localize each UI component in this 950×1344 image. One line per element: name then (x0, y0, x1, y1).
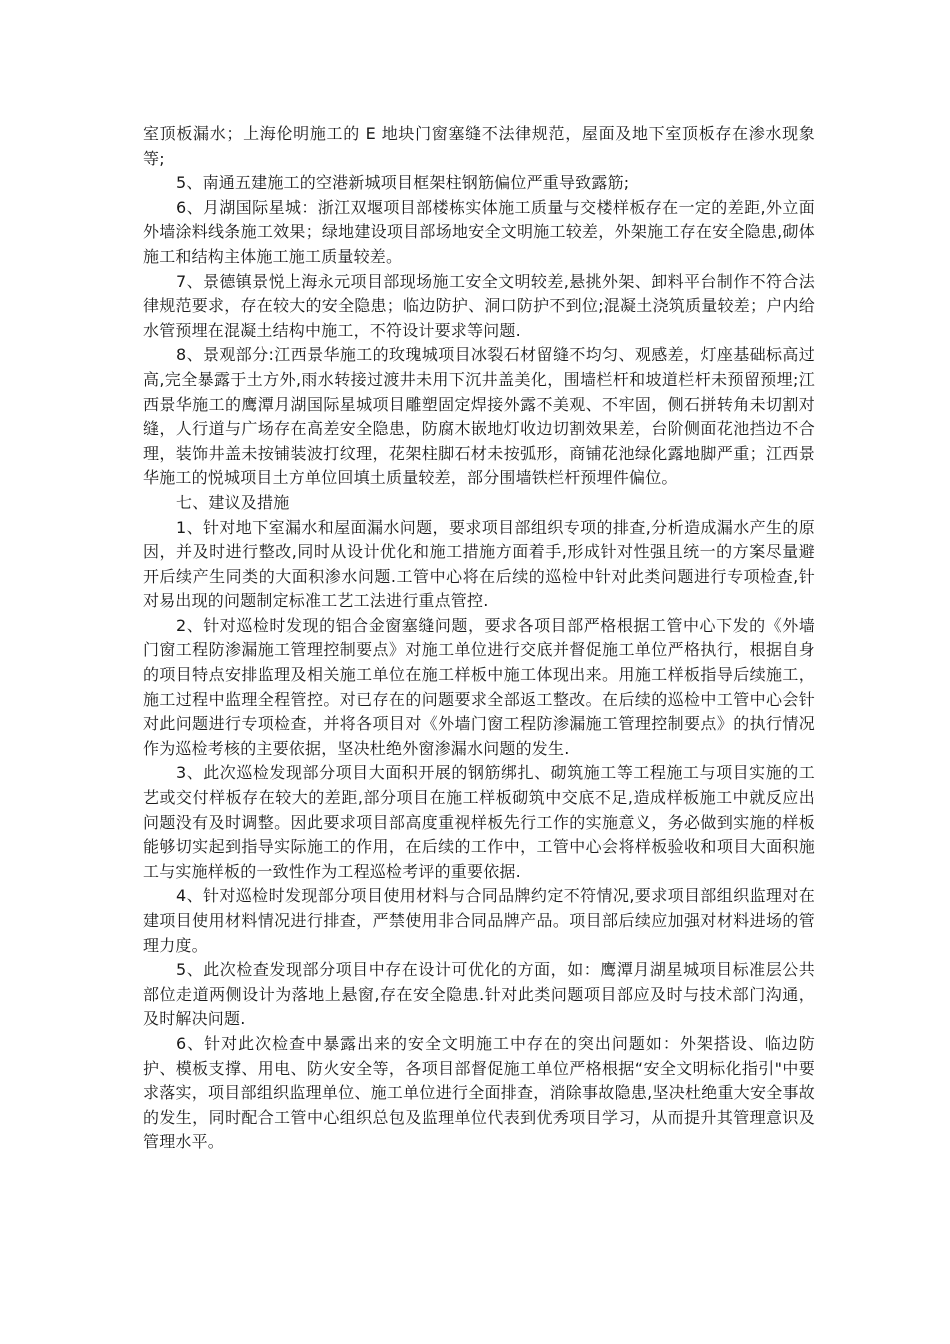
section-heading-suggestions: 七、建议及措施 (176, 492, 290, 512)
paragraph-item-7-jingdezhen: 7、景德镇景悦上海永元项目部现场施工安全文明较差,悬挑外架、卸料平台制作不符合法律规范要求，存在较大的安全隐患；临边防护、洞口防护不到位;混凝土浇筑质量较差；户内给水管预埋在混凝土结构中施工，不符设计要求等问题. (143, 271, 815, 340)
paragraph-suggestion-2: 2、针对巡检时发现的铝合金窗塞缝问题，要求各项目部严格根据工管中心下发的《外墙门窗工程防渗漏施工管理控制要点》对施工单位进行交底并督促施工单位严格执行，根据自身的项目特点安排监理及相关施工单位在施工样板中施工体现出来。用施工样板指导后续施工，施工过程中监理全程管控。对已存在的问题要求全部返工整改。在后续的巡检中工管中心会针对此问题进行专项检查，并将各项目对《外墙门窗工程防渗漏施工管理控制要点》的执行情况作为巡检考核的主要依据，坚决杜绝外窗渗漏水问题的发生. (143, 615, 815, 758)
paragraph-item-8-landscape: 8、景观部分:江西景华施工的玫瑰城项目冰裂石材留缝不均匀、观感差，灯座基础标高过高,完全暴露于土方外,雨水转接过渡井未用下沉井盖美化，围墙栏杆和坡道栏杆未预留预埋;江西景华施工的鹰潭月湖国际星城项目雕塑固定焊接外露不美观、不牢固，侧石拼转角未切割对缝，人行道与广场存在高差安全隐患，防腐木嵌地灯收边切割效果差，台阶侧面花池挡边不合理，装饰井盖未按铺装波打纹理，花架柱脚石材未按弧形，商铺花池绿化露地脚严重；江西景华施工的悦城项目土方单位回填土质量较差，部分围墙铁栏杆预埋件偏位。 (143, 345, 815, 488)
document-body (143, 122, 815, 1155)
paragraph-suggestion-3: 3、此次巡检发现部分项目大面积开展的钢筋绑扎、砌筑施工等工程施工与项目实施的工艺或交付样板存在较大的差距,部分项目在施工样板砌筑中交底不足,造成样板施工中就反应出问题没有及时调整。因此要求项目部高度重视样板先行工作的实施意义，务必做到实施的样板能够切实起到指导实际施工的作用，在后续的工作中，工管中心会将样板验收和项目大面积施工与实施样板的一致性作为工程巡检考评的重要依据. (143, 763, 815, 881)
paragraph-item-6-yuehu: 6、月湖国际星城：浙江双堰项目部楼栋实体施工质量与交楼样板存在一定的差距,外立面外墙涂料线条施工效果；绿地建设项目部场地安全文明施工较差，外架施工存在安全隐患,砌体施工和结构主体施工施工质量较差。 (143, 197, 815, 266)
paragraph-suggestion-4: 4、针对巡检时发现部分项目使用材料与合同品牌约定不符情况,要求项目部组织监理对在建项目使用材料情况进行排查，严禁使用非合同品牌产品。项目部后续应加强对材料进场的管理力度。 (143, 886, 815, 955)
paragraph-suggestion-5: 5、此次检查发现部分项目中存在设计可优化的方面，如：鹰潭月湖星城项目标准层公共部位走道两侧设计为落地上悬窗,存在安全隐患.针对此类问题项目部应及时与技术部门沟通，及时解决问题. (143, 960, 815, 1029)
paragraph-continuation: 室顶板漏水；上海伦明施工的 E 地块门窗塞缝不法律规范，屋面及地下室顶板存在渗水现象等; (143, 124, 815, 168)
paragraph-item-5-nantong: 5、南通五建施工的空港新城项目框架柱钢筋偏位严重导致露筋; (176, 173, 630, 193)
paragraph-suggestion-6: 6、针对此次检查中暴露出来的安全文明施工中存在的突出问题如：外架搭设、临边防护、模板支撑、用电、防火安全等，各项目部督促施工单位严格根据“安全文明标化指引"中要求落实，项目部组织监理单位、施工单位进行全面排查，消除事故隐患,坚决杜绝重大安全事故的发生，同时配合工管中心组织总包及监理单位代表到优秀项目学习，从而提升其管理意识及管理水平。 (143, 1033, 815, 1152)
paragraph-suggestion-1: 1、针对地下室漏水和屋面漏水问题，要求项目部组织专项的排查,分析造成漏水产生的原因，并及时进行整改,同时从设计优化和施工措施方面着手,形成针对性强且统一的方案尽量避开后续产生同类的大面积渗水问题.工管中心将在后续的巡检中针对此类问题进行专项检查,针对易出现的问题制定标准工艺工法进行重点管控. (143, 517, 815, 611)
